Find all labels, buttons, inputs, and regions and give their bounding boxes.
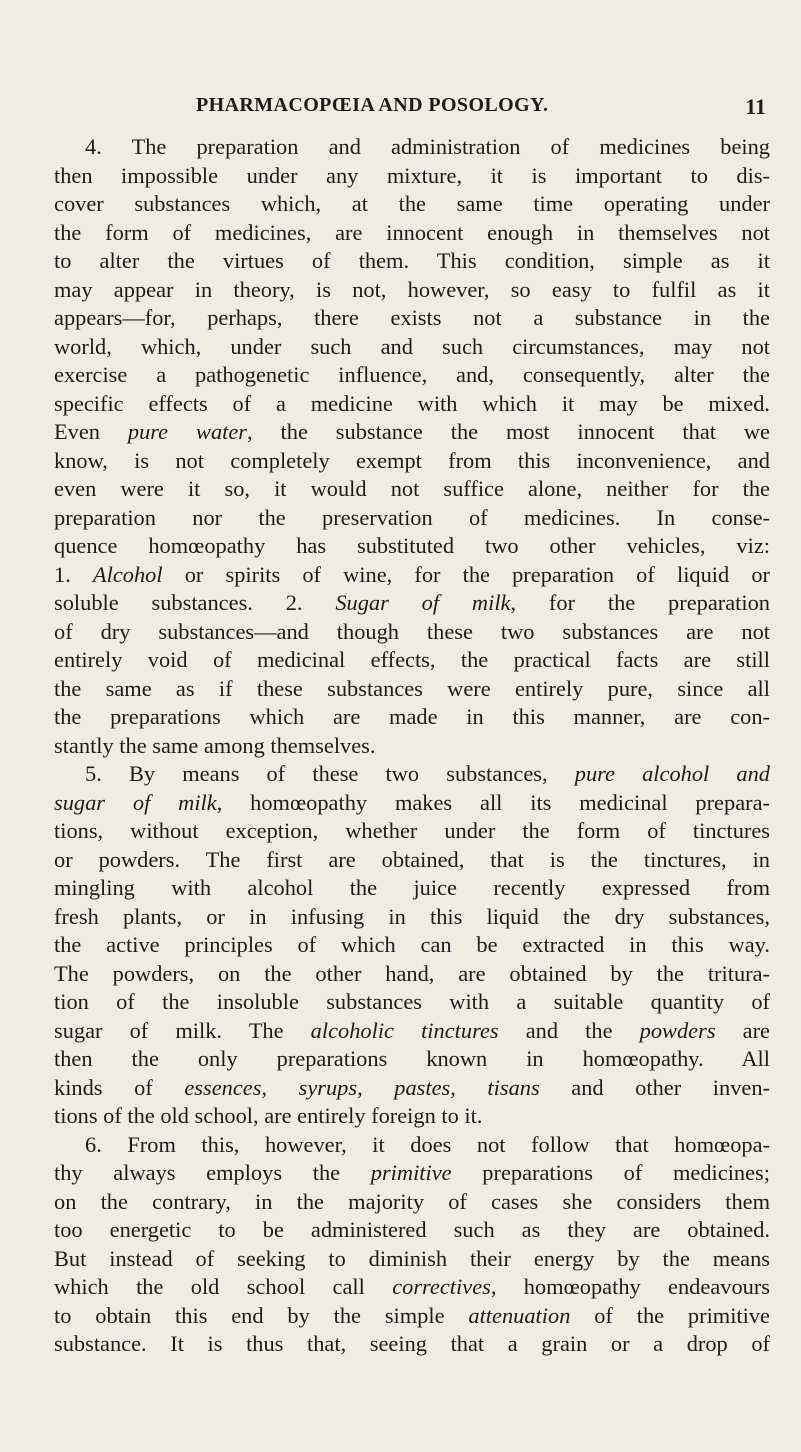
text-segment: stantly the same among themselves. (54, 732, 376, 758)
text-segment: 1. (54, 561, 93, 587)
text-line (54, 532, 770, 561)
italic-text: essences, syrups, pastes, tisans (184, 1074, 540, 1100)
text-line (54, 333, 770, 362)
text-line (54, 646, 770, 675)
text-line (54, 190, 770, 219)
text-segment: , homœopathy makes all its medicinal prepara- (216, 789, 770, 815)
italic-text: Alcohol (92, 561, 163, 587)
text-segment: tions of the old school, are entirely foreign to it. (54, 1103, 483, 1128)
text-segment: of dry substances—and though these two substances are not (54, 618, 770, 644)
text-segment: thy always employs the (54, 1160, 371, 1185)
text-segment: preparation nor the preservation of medicines. In conse- (54, 504, 770, 530)
text-line (54, 960, 770, 989)
text-line (54, 732, 770, 761)
text-segment: , the substance the most innocent that we (247, 419, 770, 444)
text-segment: of the primitive (570, 1302, 770, 1328)
text-segment: to obtain this end by the simple (54, 1302, 469, 1328)
italic-text: primitive (370, 1160, 452, 1185)
page-header (196, 94, 766, 124)
text-line (54, 874, 770, 903)
text-line (54, 931, 770, 960)
text-segment: 6. From this, however, it does not follow that homœopa- (85, 1131, 770, 1157)
text-segment: on the contrary, in the majority of cases she considers them (54, 1188, 770, 1214)
text-line (54, 1159, 770, 1188)
running-head: PHARMACOPŒIA AND POSOLOGY. (196, 94, 549, 116)
text-segment: or powders. The first are obtained, that is the tinctures, in (54, 846, 770, 872)
text-line (54, 504, 770, 533)
text-segment: then impossible under any mixture, it is important to dis- (54, 162, 770, 188)
text-segment: Even (54, 419, 128, 444)
text-segment: may appear in theory, is not, however, so easy to fulfil as it (54, 276, 770, 302)
text-line (54, 675, 770, 704)
text-line (54, 361, 770, 390)
text-segment: even were it so, it would not suffice alone, neither for the (54, 476, 770, 501)
text-segment: kinds of (54, 1074, 185, 1100)
text-line (54, 1302, 770, 1331)
text-segment: cover substances which, at the same time operating under (54, 191, 770, 216)
text-line (54, 276, 770, 305)
text-line (54, 219, 770, 248)
text-segment: preparations of medicines; (451, 1160, 770, 1185)
page-number: 11 (745, 94, 766, 119)
text-line (54, 247, 770, 276)
text-line (54, 133, 770, 162)
text-line (54, 789, 770, 818)
text-line (54, 1330, 770, 1359)
text-line (54, 988, 770, 1017)
text-segment: tions, without exception, whether under the form of tinctures (54, 818, 770, 843)
text-line (54, 817, 770, 846)
text-line (54, 703, 770, 732)
text-segment: The powders, on the other hand, are obtained by the tritura- (54, 960, 770, 986)
text-line (54, 304, 770, 333)
text-segment: and other inven- (539, 1074, 770, 1100)
text-line (54, 760, 770, 789)
italic-text: powders (639, 1017, 716, 1043)
text-line (54, 846, 770, 875)
italic-text: sugar of milk (54, 789, 217, 815)
text-line (54, 1045, 770, 1074)
text-segment: sugar of milk. The (54, 1017, 311, 1043)
text-line (54, 1273, 770, 1302)
text-line (54, 1102, 770, 1131)
italic-text: pure alcohol and (574, 761, 770, 786)
text-line (54, 589, 770, 618)
text-line (54, 162, 770, 191)
italic-text: correctives (392, 1274, 491, 1299)
text-line (54, 1188, 770, 1217)
text-segment: entirely void of medicinal effects, the practical facts are still (54, 647, 770, 672)
text-segment: , homœopathy endeavours (490, 1274, 771, 1299)
text-segment: substance. It is thus that, seeing that a grain or a drop of (54, 1331, 770, 1356)
text-segment: But instead of seeking to diminish their energy by the means (54, 1245, 770, 1271)
text-segment: specific effects of a medicine with which it may be mixed. (54, 390, 770, 416)
text-line (54, 1245, 770, 1274)
text-segment: , for the preparation (510, 590, 771, 615)
text-segment: the form of medicines, are innocent enough in themselves not (54, 219, 770, 245)
text-segment: then the only preparations known in homœopathy. All (54, 1046, 770, 1071)
text-line (54, 1074, 770, 1103)
text-line (54, 447, 770, 476)
body-text (54, 133, 770, 1359)
text-segment: quence homœopathy has substituted two other vehicles, viz: (54, 533, 770, 558)
text-segment: fresh plants, or in infusing in this liquid the dry substances, (54, 903, 770, 929)
text-line (54, 475, 770, 504)
text-line (54, 1216, 770, 1245)
text-segment: know, is not completely exempt from this inconvenience, and (54, 447, 770, 473)
text-segment: mingling with alcohol the juice recently expressed from (54, 875, 770, 900)
text-line (54, 1131, 770, 1160)
italic-text: pure water (127, 419, 248, 444)
text-segment: and the (498, 1017, 640, 1043)
italic-text: attenuation (468, 1302, 571, 1328)
italic-text: Sugar of milk (335, 590, 511, 615)
text-segment: or spirits of wine, for the preparation of liquid or (162, 561, 770, 587)
text-segment: exercise a pathogenetic influence, and, consequently, alter the (54, 362, 770, 387)
text-segment: to alter the virtues of them. This condition, simple as it (54, 248, 770, 273)
text-segment: the active principles of which can be extracted in this way. (54, 932, 770, 957)
text-segment: too energetic to be administered such as they are obtained. (54, 1217, 770, 1242)
text-segment: tion of the insoluble substances with a suitable quantity of (54, 989, 770, 1014)
text-segment: world, which, under such and such circumstances, may not (54, 333, 770, 359)
text-segment: the preparations which are made in this manner, are con- (54, 704, 770, 729)
text-segment: which the old school call (54, 1274, 393, 1299)
text-segment: are (715, 1017, 770, 1043)
text-line (54, 618, 770, 647)
text-line (54, 390, 770, 419)
text-line (54, 418, 770, 447)
text-line (54, 903, 770, 932)
text-line (54, 1017, 770, 1046)
italic-text: alcoholic tinctures (310, 1017, 499, 1043)
text-segment: soluble substances. 2. (54, 590, 336, 615)
text-segment: appears—for, perhaps, there exists not a substance in the (54, 305, 770, 330)
text-line (54, 561, 770, 590)
text-segment: the same as if these substances were entirely pure, since all (54, 675, 770, 701)
text-segment: 4. The preparation and administration of medicines being (85, 134, 770, 159)
text-segment: 5. By means of these two substances, (85, 761, 575, 786)
